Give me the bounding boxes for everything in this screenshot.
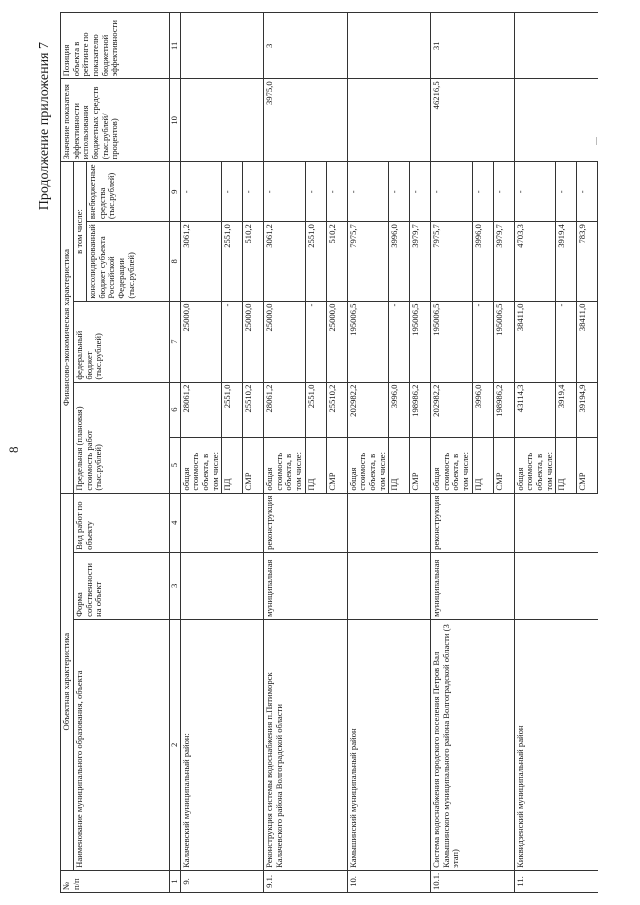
ownership: муниципальная [264,552,306,619]
cost-value: 2551,0 [222,382,243,437]
cost-value: 3996,0 [389,382,410,437]
work-type [410,493,431,552]
indicator-value [222,79,243,162]
position-value: 31 [431,13,473,79]
indicator-value [243,79,264,162]
column-number: 2 [170,619,181,870]
table-row [264,13,306,893]
work-type [326,493,347,552]
cost-value: 198986,2 [493,382,514,437]
object-name [389,619,410,870]
cost-label: ПД [389,437,410,493]
work-type [389,493,410,552]
column-number: 10 [170,79,181,162]
extrabudget-value: - [347,162,389,222]
object-name [410,619,431,870]
cost-label: общая стоимость объекта, в том числе: [514,437,556,493]
row-number: 10.1. [431,870,473,892]
federal-value: - [305,301,326,382]
work-type [472,493,493,552]
indicator-value [347,79,389,162]
position-value [472,13,493,79]
cost-value: 43114,3 [514,382,556,437]
federal-value: 38411,0 [514,301,556,382]
work-type [347,493,389,552]
regional-value: 2551,0 [305,222,326,301]
cost-label: общая стоимость объекта, в том числе: [180,437,222,493]
extrabudget-value: - [577,162,598,222]
ownership [514,552,556,619]
indicator-value: 3975,0 [264,79,306,162]
table-subrow [410,13,431,893]
object-name: Киквидзенский муниципальный район [514,619,556,870]
cost-label: общая стоимость объекта, в том числе: [347,437,389,493]
cost-label: ПД [222,437,243,493]
work-type: реконструкция [431,493,473,552]
object-name [326,619,347,870]
row-number [410,870,431,892]
table-subrow [222,13,243,893]
object-name [222,619,243,870]
column-number: 1 [170,870,181,892]
ownership [326,552,347,619]
federal-value: 195006,5 [431,301,473,382]
row-number [389,870,410,892]
row-number: 11. [514,870,556,892]
federal-value: 38411,0 [577,301,598,382]
federal-value: 25000,0 [264,301,306,382]
cost-value: 198986,2 [410,382,431,437]
objects-table [60,12,598,893]
extrabudget-value: - [243,162,264,222]
position-value: 3 [264,13,306,79]
header-group-object: Объектная характеристика [61,493,74,870]
table-row [514,13,556,893]
regional-value: 783,9 [577,222,598,301]
header-federal: федеральный бюджет (тыс.рублей) [74,301,170,382]
work-type [577,493,598,552]
object-name: Камышинский муниципальный район [347,619,389,870]
row-number [305,870,326,892]
header-ownership: Форма собственности на объект [74,552,170,619]
position-value [493,13,514,79]
cost-label: СМР [493,437,514,493]
cost-label: общая стоимость объекта, в том числе: [431,437,473,493]
federal-value: 25000,0 [180,301,222,382]
cost-value: 3919,4 [556,382,577,437]
cost-value: 28061,2 [264,382,306,437]
row-number [556,870,577,892]
extrabudget-value: - [514,162,556,222]
cost-value: 2551,0 [305,382,326,437]
regional-value: 4703,3 [514,222,556,301]
cost-label: ПД [556,437,577,493]
position-value [222,13,243,79]
table-subrow [326,13,347,893]
regional-value: 3061,2 [180,222,222,301]
table-row [180,13,222,893]
cost-value: 202982,2 [431,382,473,437]
work-type [556,493,577,552]
appendix-title: Продолжение приложения 7 [37,42,52,211]
cost-label: СМР [577,437,598,493]
indicator-value [514,79,556,162]
extrabudget-value: - [472,162,493,222]
ownership [577,552,598,619]
extrabudget-value: - [264,162,306,222]
extrabudget-value: - [556,162,577,222]
column-number: 6 [170,382,181,437]
federal-value: - [389,301,410,382]
indicator-value [305,79,326,162]
federal-value: - [222,301,243,382]
header-no: № п/п [61,870,170,892]
ownership: муниципальная [431,552,473,619]
column-number: 11 [170,13,181,79]
position-value [243,13,264,79]
cost-label: СМР [410,437,431,493]
federal-value: 25000,0 [243,301,264,382]
cost-label: ПД [305,437,326,493]
indicator-value [389,79,410,162]
ownership [389,552,410,619]
position-value [556,13,577,79]
indicator-value [326,79,347,162]
cost-label: общая стоимость объекта, в том числе: [264,437,306,493]
ownership [410,552,431,619]
scan-artifact [596,137,597,145]
federal-value: 195006,5 [347,301,389,382]
work-type [305,493,326,552]
table-subrow [389,13,410,893]
indicator-value [180,79,222,162]
column-number: 3 [170,552,181,619]
object-name: Реконструкция системы водоснабжения п.Пятиморск Калачевского района Волгоградской области [264,619,306,870]
row-number [472,870,493,892]
regional-value: 510,2 [326,222,347,301]
cost-value: 3996,0 [472,382,493,437]
indicator-value [410,79,431,162]
row-number [222,870,243,892]
federal-value: - [472,301,493,382]
indicator-value: 46216,5 [431,79,473,162]
header-name: Наименование муниципального образования, объекта [74,619,170,870]
position-value [577,13,598,79]
object-name [243,619,264,870]
object-name [305,619,326,870]
cost-label: СМР [243,437,264,493]
row-number: 9.1. [264,870,306,892]
header-group-finance: Финансово-экономическая характеристика [61,162,74,493]
header-indicator: Значение показателя эффективности использования бюджетных средств (тыс.рублей/процентов) [61,79,170,162]
work-type [243,493,264,552]
regional-value: 2551,0 [222,222,243,301]
table-subrow [243,13,264,893]
cost-value: 28061,2 [180,382,222,437]
work-type [180,493,222,552]
header-in-that: в том числе: [74,162,87,301]
ownership [347,552,389,619]
regional-value: 7975,7 [347,222,389,301]
federal-value: 195006,5 [493,301,514,382]
work-type: реконструкция [264,493,306,552]
column-number: 7 [170,301,181,382]
cost-label: СМР [326,437,347,493]
column-number: 9 [170,162,181,222]
ownership [556,552,577,619]
row-number: 10. [347,870,389,892]
header-cost: Предельная (плановая) стоимость работ (тыс.рублей) [74,382,170,493]
column-number: 5 [170,437,181,493]
federal-value: - [556,301,577,382]
work-type [222,493,243,552]
position-value [180,13,222,79]
regional-value: 3979,7 [410,222,431,301]
regional-value: 3996,0 [472,222,493,301]
regional-value: 510,2 [243,222,264,301]
ownership [472,552,493,619]
row-number [326,870,347,892]
ownership [305,552,326,619]
position-value [389,13,410,79]
indicator-value [556,79,577,162]
position-value [410,13,431,79]
ownership [222,552,243,619]
table-subrow [472,13,493,893]
header-work-type: Вид работ по объекту [74,493,170,552]
header-extra: внебюджетные средства (тыс.рублей) [87,162,170,222]
position-value [347,13,389,79]
regional-value: 3061,2 [264,222,306,301]
object-name: Система водоснабжения городского поселения Петров Вал Камышинского муниципального района Волгоградской области (3 этап) [431,619,473,870]
indicator-value [577,79,598,162]
extrabudget-value: - [493,162,514,222]
table-row [347,13,389,893]
position-value [305,13,326,79]
extrabudget-value: - [305,162,326,222]
regional-value: 3919,4 [556,222,577,301]
ownership [243,552,264,619]
federal-value: 195006,5 [410,301,431,382]
indicator-value [472,79,493,162]
table-subrow [556,13,577,893]
row-number [243,870,264,892]
column-number: 8 [170,222,181,301]
object-name [493,619,514,870]
table-subrow [577,13,598,893]
object-name [577,619,598,870]
position-value [514,13,556,79]
regional-value: 7975,7 [431,222,473,301]
work-type [514,493,556,552]
extrabudget-value: - [222,162,243,222]
header-position: Позиция объекта в рейтинге по показателю бюджетной эффективности [61,13,170,79]
position-value [326,13,347,79]
column-number: 4 [170,493,181,552]
extrabudget-value: - [389,162,410,222]
header-regional: консолидированный бюджет субъекта Российской Федерации (тыс.рублей) [87,222,170,301]
row-number [493,870,514,892]
indicator-value [493,79,514,162]
cost-label: ПД [472,437,493,493]
cost-value: 202982,2 [347,382,389,437]
table-subrow [305,13,326,893]
regional-value: 3979,7 [493,222,514,301]
extrabudget-value: - [410,162,431,222]
extrabudget-value: - [180,162,222,222]
row-number [577,870,598,892]
row-number: 9. [180,870,222,892]
extrabudget-value: - [326,162,347,222]
object-name: Калачевский муниципальный район: [180,619,222,870]
extrabudget-value: - [431,162,473,222]
ownership [180,552,222,619]
regional-value: 3996,0 [389,222,410,301]
federal-value: 25000,0 [326,301,347,382]
page-number: 8 [6,446,21,453]
cost-value: 25510,2 [243,382,264,437]
object-name [472,619,493,870]
table-subrow [493,13,514,893]
table-row [431,13,473,893]
cost-value: 25510,2 [326,382,347,437]
object-name [556,619,577,870]
ownership [493,552,514,619]
work-type [493,493,514,552]
cost-value: 39194,9 [577,382,598,437]
